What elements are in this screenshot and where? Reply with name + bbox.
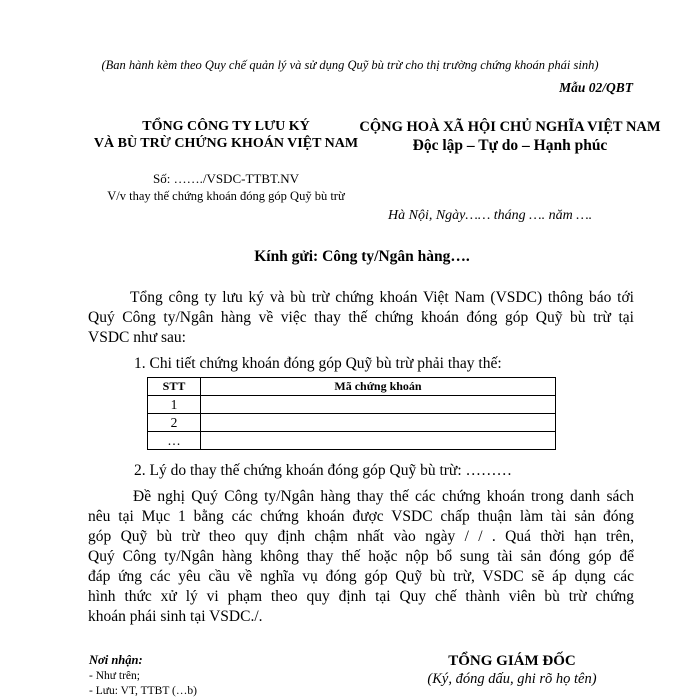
paragraph-line: đáp ứng các yêu cầu về nghĩa vụ đóng góp Quỹ bù trừ, VSDC sẽ áp dụng các [88, 568, 634, 585]
table-row [148, 396, 556, 414]
paragraph-line: nêu tại Mục 1 bằng các chứng khoán được VSDC chấp thuận làm tài sản đóng [88, 508, 634, 525]
form-code: Mẫu 02/QBT [559, 80, 633, 95]
paragraph-line: khoán phái sinh tại VSDC./. [88, 608, 263, 625]
table-row [148, 432, 556, 450]
signer-note: (Ký, đóng dấu, ghi rõ họ tên) [427, 671, 597, 687]
paragraph-line: VSDC như sau: [88, 329, 186, 346]
column-header-stt: STT [148, 378, 201, 396]
place-date: Hà Nội, Ngày…… tháng …. năm …. [388, 208, 593, 223]
recipient-item: - Như trên; [89, 670, 140, 682]
table-cell-stt: 2 [148, 414, 201, 432]
paragraph-line: Quý Công ty/Ngân hàng không thay thế hoặc nộp bổ sung tài sản đóng góp để [88, 548, 634, 565]
recipients-title: Nơi nhận: [89, 653, 143, 667]
national-motto: Độc lập – Tự do – Hạnh phúc [412, 137, 608, 154]
paragraph-line: hình thức xử lý vi phạm theo quy định tại Quy chế thành viên bù trừ chứng [88, 588, 634, 605]
paragraph-line: góp Quỹ bù trừ theo quy định chậm nhất vào ngày / / . Quá thời hạn trên, [88, 528, 634, 545]
document-number: Số: ……./VSDC-TTBT.NV [152, 171, 299, 186]
paragraph-line: Quý Công ty/Ngân hàng về việc thay thế chứng khoán đóng góp Quỹ bù trừ tại [88, 309, 634, 326]
national-title: CỘNG HOÀ XÃ HỘI CHỦ NGHĨA VIỆT NAM [359, 119, 661, 135]
addressee: Kính gửi: Công ty/Ngân hàng…. [254, 248, 470, 265]
table-header-row [148, 378, 556, 396]
securities-table [147, 377, 556, 450]
intro-paragraph [88, 288, 634, 348]
signer-title: TỔNG GIÁM ĐỐC [448, 653, 576, 669]
paragraph-line: Tổng công ty lưu ký và bù trừ chứng khoán Việt Nam (VSDC) thông báo tới [130, 289, 634, 306]
table-cell-security-code [201, 432, 556, 450]
document-subject: V/v thay thế chứng khoán đóng góp Quỹ bù trừ [107, 189, 345, 203]
table-cell-security-code [201, 414, 556, 432]
table-cell-stt: 1 [148, 396, 201, 414]
column-header-security-code: Mã chứng khoán [201, 378, 556, 396]
request-paragraph [88, 487, 634, 627]
section-1-heading: 1. Chi tiết chứng khoán đóng góp Quỹ bù trừ phải thay thế: [134, 355, 502, 372]
table-cell-security-code [201, 396, 556, 414]
recipient-item: - Lưu: VT, TTBT (…b) [89, 685, 197, 697]
table-cell-stt: … [148, 432, 201, 450]
issuance-note: (Ban hành kèm theo Quy chế quản lý và sử dụng Quỹ bù trừ cho thị trường chứng khoán phái sinh) [101, 58, 599, 72]
organization-name-line1: TỔNG CÔNG TY LƯU KÝ [142, 119, 310, 134]
section-2-heading: 2. Lý do thay thế chứng khoán đóng góp Quỹ bù trừ: ……… [134, 462, 512, 479]
table-row [148, 414, 556, 432]
organization-name-line2: VÀ BÙ TRỪ CHỨNG KHOÁN VIỆT NAM [93, 136, 359, 151]
paragraph-line: Đề nghị Quý Công ty/Ngân hàng thay thế các chứng khoán trong danh sách [133, 488, 634, 505]
